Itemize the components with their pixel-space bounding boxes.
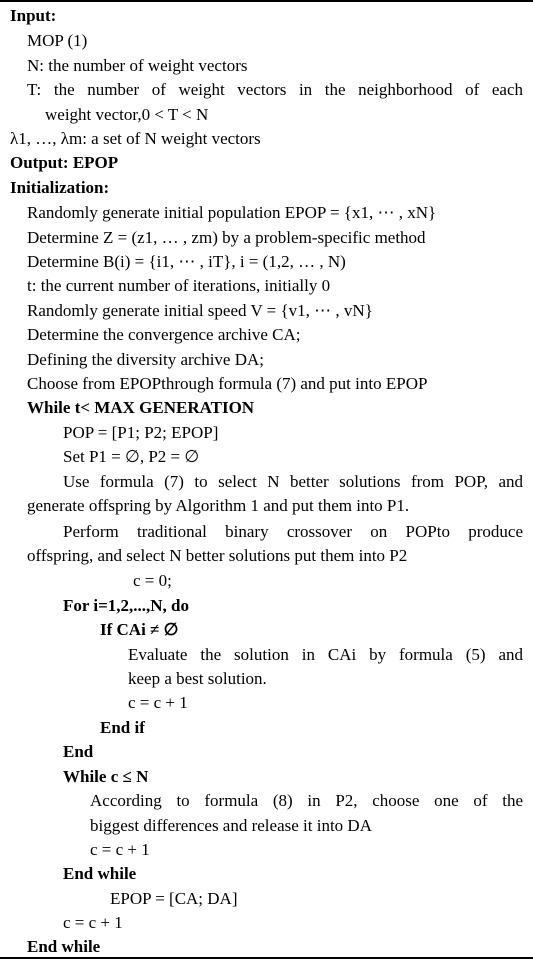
algo-line: While c ≤ N <box>63 767 149 786</box>
algo-line: MOP (1) <box>27 31 88 50</box>
algo-line: Use formula (7) to select N better solutions from POP, and <box>63 472 523 491</box>
algo-line: EPOP = [CA; DA] <box>110 889 238 908</box>
algo-line: Choose from EPOPthrough formula (7) and put into EPOP <box>27 374 428 393</box>
algo-line: According to formula (8) in P2, choose one of the <box>90 791 523 810</box>
algo-line: generate offspring by Algorithm 1 and put them into P1. <box>27 496 410 515</box>
algo-line: Determine B(i) = {i1, ⋯ , iT}, i = (1,2, … , N) <box>27 252 346 271</box>
algo-line: keep a best solution. <box>128 669 267 688</box>
algo-line: Initialization: <box>10 178 110 197</box>
algo-line: End while <box>63 864 137 883</box>
algo-line: λ1, …, λm: a set of N weight vectors <box>10 129 261 148</box>
algo-line: While t< MAX GENERATION <box>27 398 255 417</box>
algo-line: Determine Z = (z1, … , zm) by a problem-specific method <box>27 228 426 247</box>
algo-line: Input: <box>10 6 57 25</box>
algo-line: End if <box>100 718 145 737</box>
algo-line: T: the number of weight vectors in the neighborhood of each <box>27 80 523 99</box>
algo-line: N: the number of weight vectors <box>27 56 248 75</box>
algo-line: Perform traditional binary crossover on POPto produce <box>63 522 523 541</box>
algo-line: c = c + 1 <box>128 693 188 712</box>
algo-line: Randomly generate initial population EPOP = {x1, ⋯ , xN} <box>27 203 437 222</box>
algo-line: Determine the convergence archive CA; <box>27 325 301 344</box>
algo-line: End while <box>27 937 101 956</box>
algo-line: Set P1 = ∅, P2 = ∅ <box>63 447 200 466</box>
algo-line: End <box>63 742 94 761</box>
algo-line: POP = [P1; P2; EPOP] <box>63 423 219 442</box>
algo-line: c = c + 1 <box>90 840 150 859</box>
algo-line: biggest differences and release it into DA <box>90 816 372 835</box>
algo-line: If CAi ≠ ∅ <box>100 620 179 639</box>
algo-line: weight vector,0 < T < N <box>45 105 209 124</box>
algo-line: Evaluate the solution in CAi by formula (5) and <box>128 645 523 664</box>
algo-line: c = 0; <box>133 571 172 590</box>
algo-line: Defining the diversity archive DA; <box>27 350 264 369</box>
algo-line: offspring, and select N better solutions put them into P2 <box>27 546 408 565</box>
algo-line: c = c + 1 <box>63 913 123 932</box>
algo-line: Randomly generate initial speed V = {v1, ⋯ , vN} <box>27 301 373 320</box>
algo-line: For i=1,2,...,N, do <box>63 596 190 615</box>
algo-line: Output: EPOP <box>10 153 119 172</box>
algo-line: t: the current number of iterations, initially 0 <box>27 276 331 295</box>
